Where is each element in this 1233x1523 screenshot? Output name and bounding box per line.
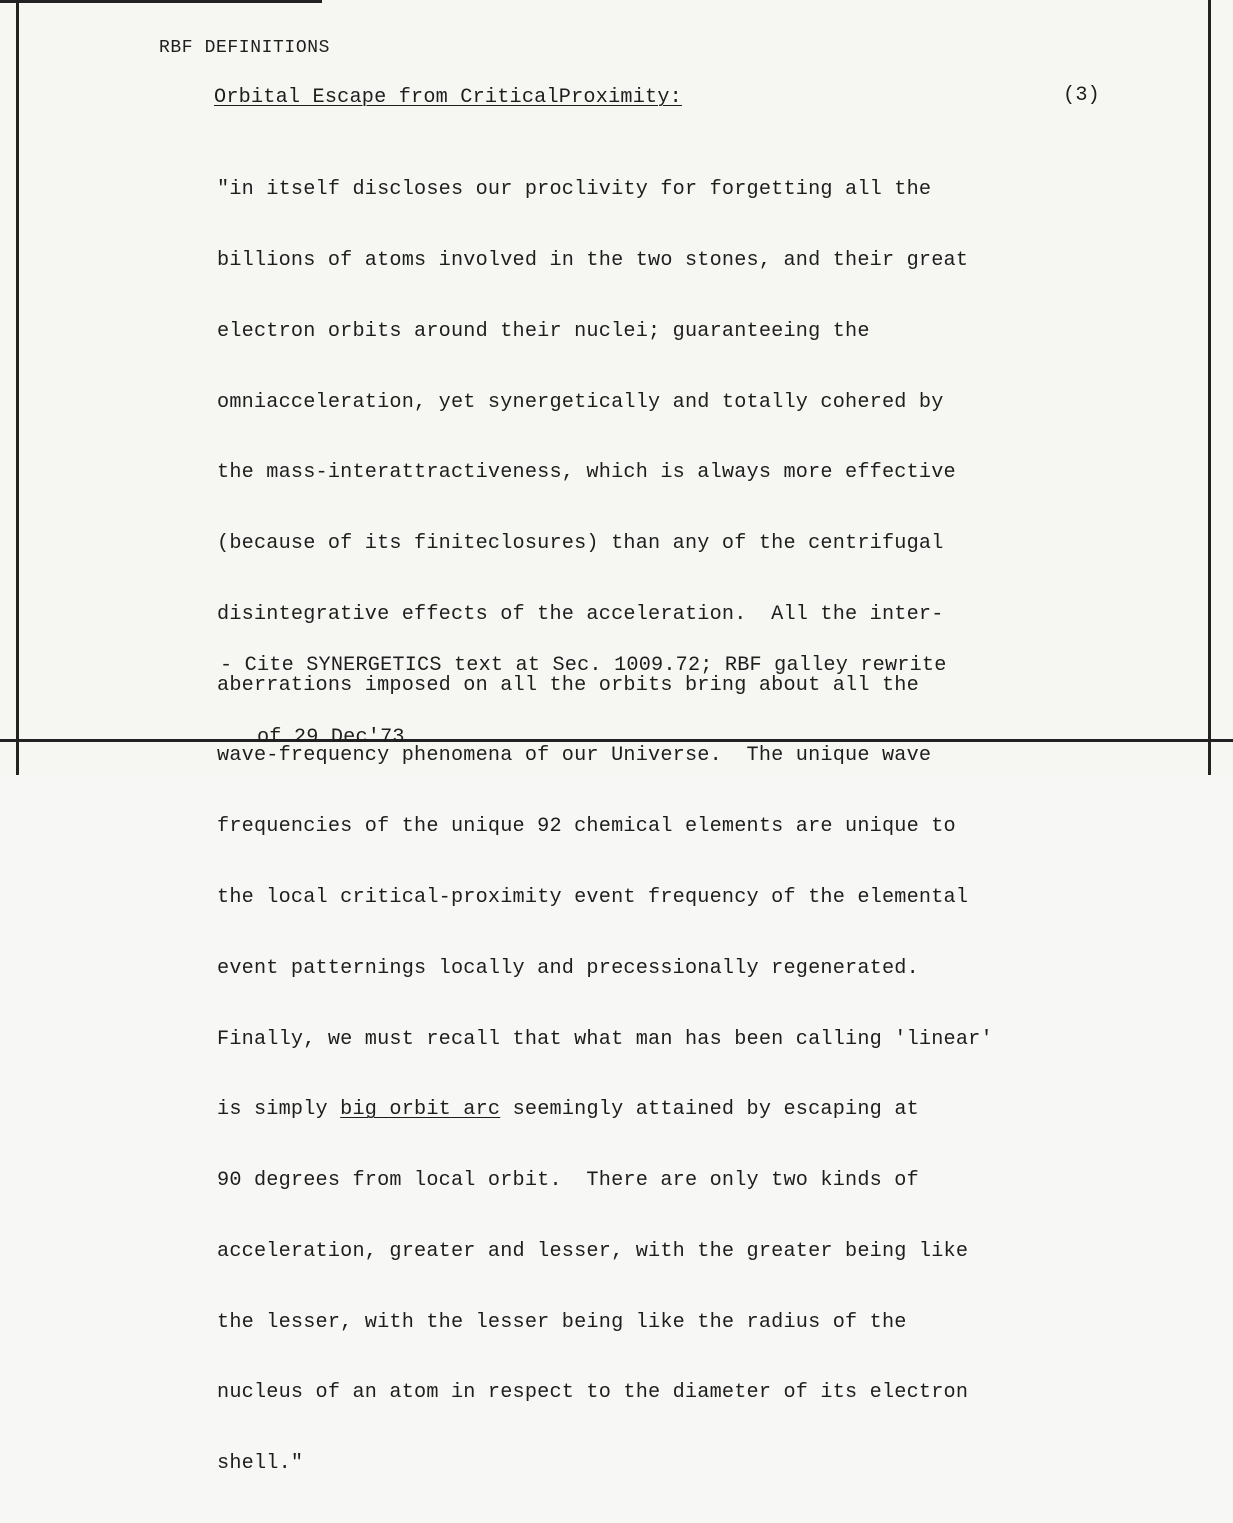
quote-line: frequencies of the unique 92 chemical elements are unique to [217,815,956,839]
card-frame-right [1208,0,1211,775]
quote-line: the lesser, with the lesser being like the radius of the [217,1310,907,1334]
quote-line: event patternings locally and precessionally regenerated. [217,956,919,980]
card-frame-bottom-stub [16,742,19,775]
card-frame-top [0,0,322,3]
quote-line: nucleus of an atom in respect to the diameter of its electron [217,1381,969,1405]
quote-line: acceleration, greater and lesser, with the greater being like [217,1239,969,1263]
page-number: (3) [1063,84,1100,107]
quote-line: wave-frequency phenomena of our Universe. The unique wave [217,744,932,768]
quote-line: the mass-interattractiveness, which is always more effective [217,461,956,485]
quote-line: Finally, we must recall that what man has been calling 'linear' [217,1027,993,1051]
quote-line: "in itself discloses our proclivity for forgetting all the [217,178,932,202]
quote-line: billions of atoms involved in the two stones, and their great [217,248,969,272]
citation [220,606,947,798]
citation-line: of 29 Dec'73 [220,726,405,749]
quote-fragment: is simply [217,1098,341,1122]
term-title: Orbital Escape from CriticalProximity: [214,86,682,109]
quote-line: the local critical-proximity event frequency of the elemental [217,886,969,909]
quote-fragment: seemingly attained by escaping at [500,1098,919,1122]
card-frame-left [16,0,19,775]
quote-line: aberrations imposed on all the orbits bring about all the [217,673,919,697]
quote-line: (because of its finiteclosures) than any of the centrifugal [217,532,944,556]
quote-line: shell." [217,1452,304,1476]
quote-line-underlined-phrase [217,1098,993,1122]
quote-line: electron orbits around their nuclei; guaranteeing the [217,319,870,343]
underlined-phrase: big orbit arc [340,1098,501,1122]
citation-line: - Cite SYNERGETICS text at Sec. 1009.72; RBF galley rewrite [220,654,947,677]
quote-line: disintegrative effects of the acceleration. All the inter- [217,602,944,626]
quote-line: 90 degrees from local orbit. There are only two kinds of [217,1169,919,1193]
quote-line: omniacceleration, yet synergetically and totally cohered by [217,390,944,414]
document-header: RBF DEFINITIONS [159,38,331,58]
quotation-body [217,131,993,1523]
